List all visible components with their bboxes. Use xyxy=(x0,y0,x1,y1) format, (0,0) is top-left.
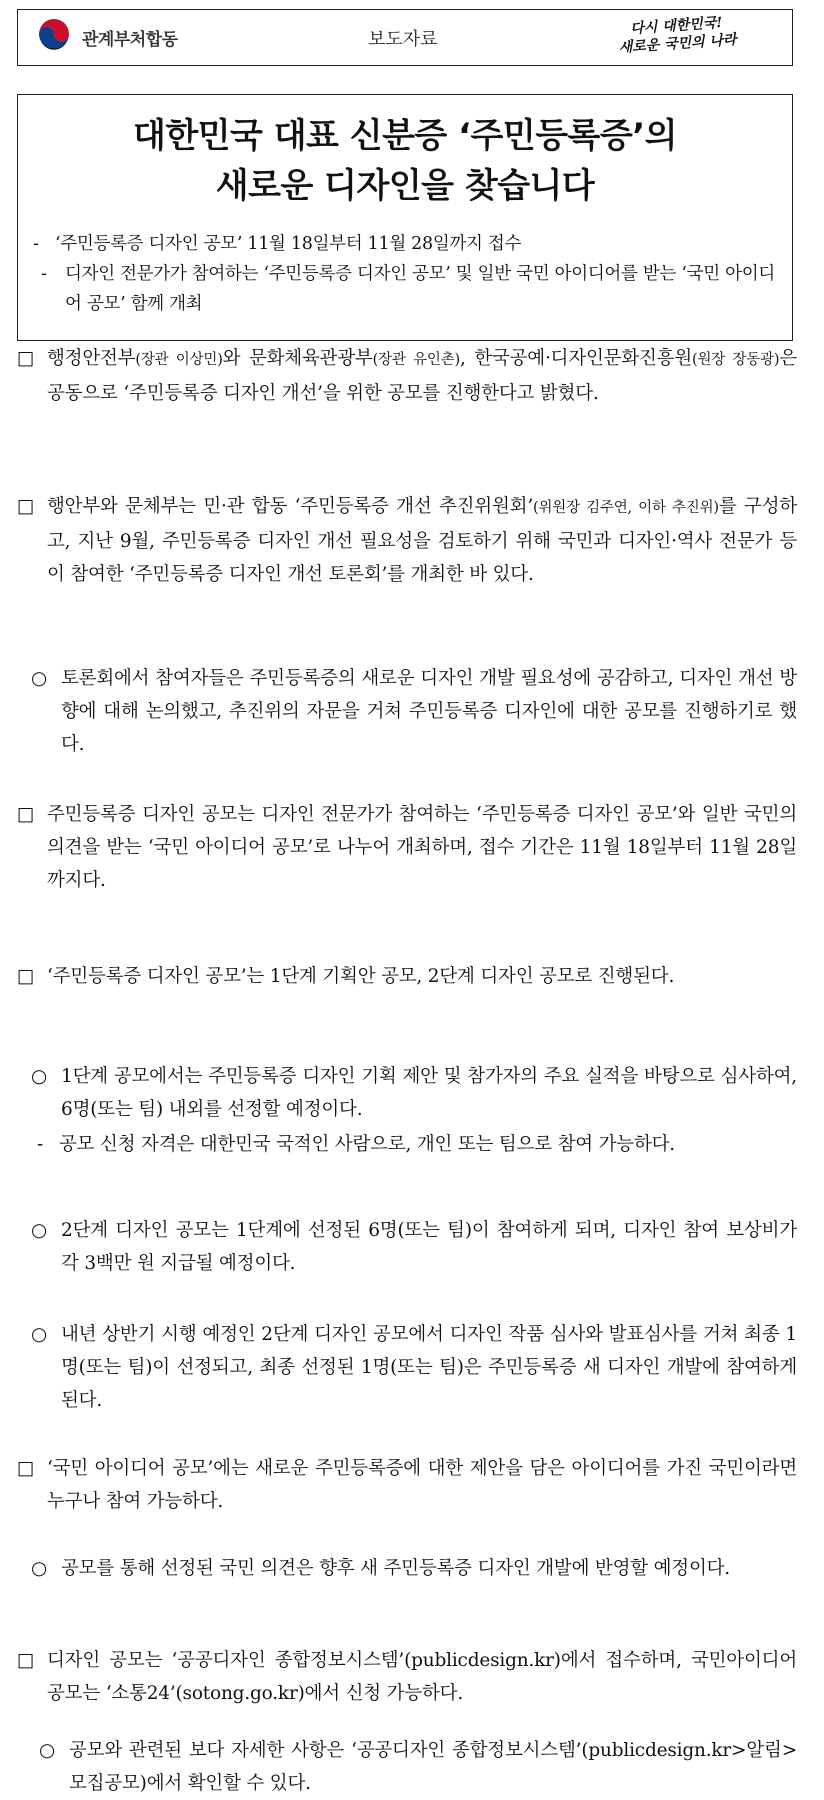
body-paragraph-9 xyxy=(17,1318,797,1417)
slogan-line-2: 새로운 국민의 나라 xyxy=(618,31,738,57)
subtitle-text: 디자인 전문가가 참여하는 ‘주민등록증 디자인 공모’ 및 일반 국민 아이디어를 받는 ‘국민 아이디어 공모’ 함께 개최 xyxy=(65,264,775,314)
square-marker: □ xyxy=(17,966,35,987)
body-paragraph-8 xyxy=(17,1214,797,1280)
paragraph-text: 공모 신청 자격은 대한민국 국적인 사람으로, 개인 또는 팀으로 참여 가능하다. xyxy=(59,1134,675,1155)
paragraph-text: ‘국민 아이디어 공모’에는 새로운 주민등록증에 대한 제안을 담은 아이디어를 가진 국민이라면 누구나 참여 가능하다. xyxy=(47,1458,797,1512)
dash-marker: - xyxy=(37,1134,44,1155)
body-paragraph-7 xyxy=(17,1128,797,1161)
body-paragraph-12 xyxy=(17,1644,797,1710)
square-marker: □ xyxy=(17,1650,35,1671)
paragraph-text: 토론회에서 참여자들은 주민등록증의 새로운 디자인 개발 필요성에 공감하고, 디자인 개선 방향에 대해 논의했고, 추진위의 자문을 거쳐 주민등록증 디자인에 대한 공모를 진행하기로 했다. xyxy=(61,668,797,755)
square-marker: □ xyxy=(17,804,35,825)
title-line-1: 대한민국 대표 신분증 ‘주민등록증’의 xyxy=(132,116,677,156)
square-marker: □ xyxy=(17,496,35,517)
paragraph-text: 주민등록증 디자인 공모는 디자인 전문가가 참여하는 ‘주민등록증 디자인 공모’와 일반 국민의 의견을 받는 ‘국민 아이디어 공모’로 나누어 개최하며, 접수 기간은 11월 18일부터 11월 28일까지다. xyxy=(47,804,797,891)
dash-marker: - xyxy=(33,234,39,254)
title-line-2: 새로운 디자인을 찾습니다 xyxy=(215,166,595,206)
paragraph-text: ‘주민등록증 디자인 공모’는 1단계 기획안 공모, 2단계 디자인 공모로 진행된다. xyxy=(47,966,675,987)
text-segment: 은 공동으로 ‘주민등록증 디자인 개선’을 위한 공모를 진행한다고 밝혔다. xyxy=(47,348,798,404)
circle-marker: ○ xyxy=(31,1324,47,1345)
circle-marker: ○ xyxy=(31,1066,47,1087)
square-marker: □ xyxy=(17,348,35,369)
body-paragraph-13 xyxy=(17,1734,797,1800)
page-title xyxy=(18,111,792,211)
document-type: 보도자료 xyxy=(368,29,438,50)
taegeuk-logo-icon xyxy=(36,19,72,55)
circle-marker: ○ xyxy=(31,668,47,689)
body-paragraph-5 xyxy=(17,960,797,993)
text-segment: 행안부와 문체부는 민·관 합동 ‘주민등록증 개선 추진위원회’ xyxy=(47,496,534,517)
body-paragraph-3 xyxy=(17,662,797,761)
text-segment: (장관 이상민) xyxy=(135,352,223,368)
body-paragraph-11 xyxy=(17,1552,797,1585)
circle-marker: ○ xyxy=(31,1558,47,1579)
text-segment: 행정안전부 xyxy=(47,348,136,369)
subtitle-item xyxy=(33,259,783,319)
body-paragraph-1 xyxy=(17,342,797,410)
text-segment: (원장 장동광) xyxy=(692,352,780,368)
paragraph-text: 내년 상반기 시행 예정인 2단계 디자인 공모에서 디자인 작품 심사와 발표심사를 거쳐 최종 1명(또는 팀)이 선정되고, 최종 선정된 1명(또는 팀)은 주민등록증 새 디자인 개발에 참여하게 된다. xyxy=(61,1324,797,1411)
body-paragraph-4 xyxy=(17,798,797,897)
ministry-name: 관계부처합동 xyxy=(82,30,178,50)
text-segment: (장관 유인촌) xyxy=(372,352,460,368)
header-box xyxy=(17,9,793,66)
square-marker: □ xyxy=(17,1458,35,1479)
subtitle-item xyxy=(33,229,783,259)
body-paragraph-2 xyxy=(17,490,797,591)
circle-marker: ○ xyxy=(31,1220,47,1241)
dash-marker: - xyxy=(41,264,47,284)
paragraph-text xyxy=(17,342,797,410)
title-box xyxy=(17,94,793,341)
subtitle-list xyxy=(33,229,783,319)
text-segment: , 한국공예·디자인문화진흥원 xyxy=(459,348,693,369)
text-segment: 와 문화체육관광부 xyxy=(222,348,373,369)
slogan-calligraphy xyxy=(601,12,753,58)
paragraph-text: 1단계 공모에서는 주민등록증 디자인 기획 제안 및 참가자의 주요 실적을 바탕으로 심사하여, 6명(또는 팀) 내외를 선정할 예정이다. xyxy=(61,1066,797,1120)
paragraph-text: 디자인 공모는 ‘공공디자인 종합정보시스템’(publicdesign.kr)에서 접수하며, 국민아이디어 공모는 ‘소통24’(sotong.go.kr)에서 신청 가능하다. xyxy=(47,1650,797,1704)
body-paragraph-10 xyxy=(17,1452,797,1518)
paragraph-text: 공모를 통해 선정된 국민 의견은 향후 새 주민등록증 디자인 개발에 반영할 예정이다. xyxy=(61,1558,730,1579)
circle-marker: ○ xyxy=(39,1740,55,1761)
body-paragraph-6 xyxy=(17,1060,797,1126)
text-segment: 를 구성하고, 지난 9월, 주민등록증 디자인 개선 필요성을 검토하기 위해 국민과 디자인·역사 전문가 등이 참여한 ‘주민등록증 디자인 개선 토론회’를 개최한 바 있다. xyxy=(47,496,797,585)
paragraph-text: 공모와 관련된 보다 자세한 사항은 ‘공공디자인 종합정보시스템’(publicdesign.kr>알림>모집공모)에서 확인할 수 있다. xyxy=(69,1740,797,1794)
slogan-line-1: 다시 대한민국! xyxy=(629,14,723,38)
paragraph-text: 2단계 디자인 공모는 1단계에 선정된 6명(또는 팀)이 참여하게 되며, 디자인 참여 보상비가 각 3백만 원 지급될 예정이다. xyxy=(61,1220,797,1274)
text-segment: (위원장 김주연, 이하 추진위) xyxy=(533,500,719,516)
paragraph-text xyxy=(17,490,797,591)
subtitle-text: ‘주민등록증 디자인 공모’ 11월 18일부터 11월 28일까지 접수 xyxy=(55,234,522,254)
